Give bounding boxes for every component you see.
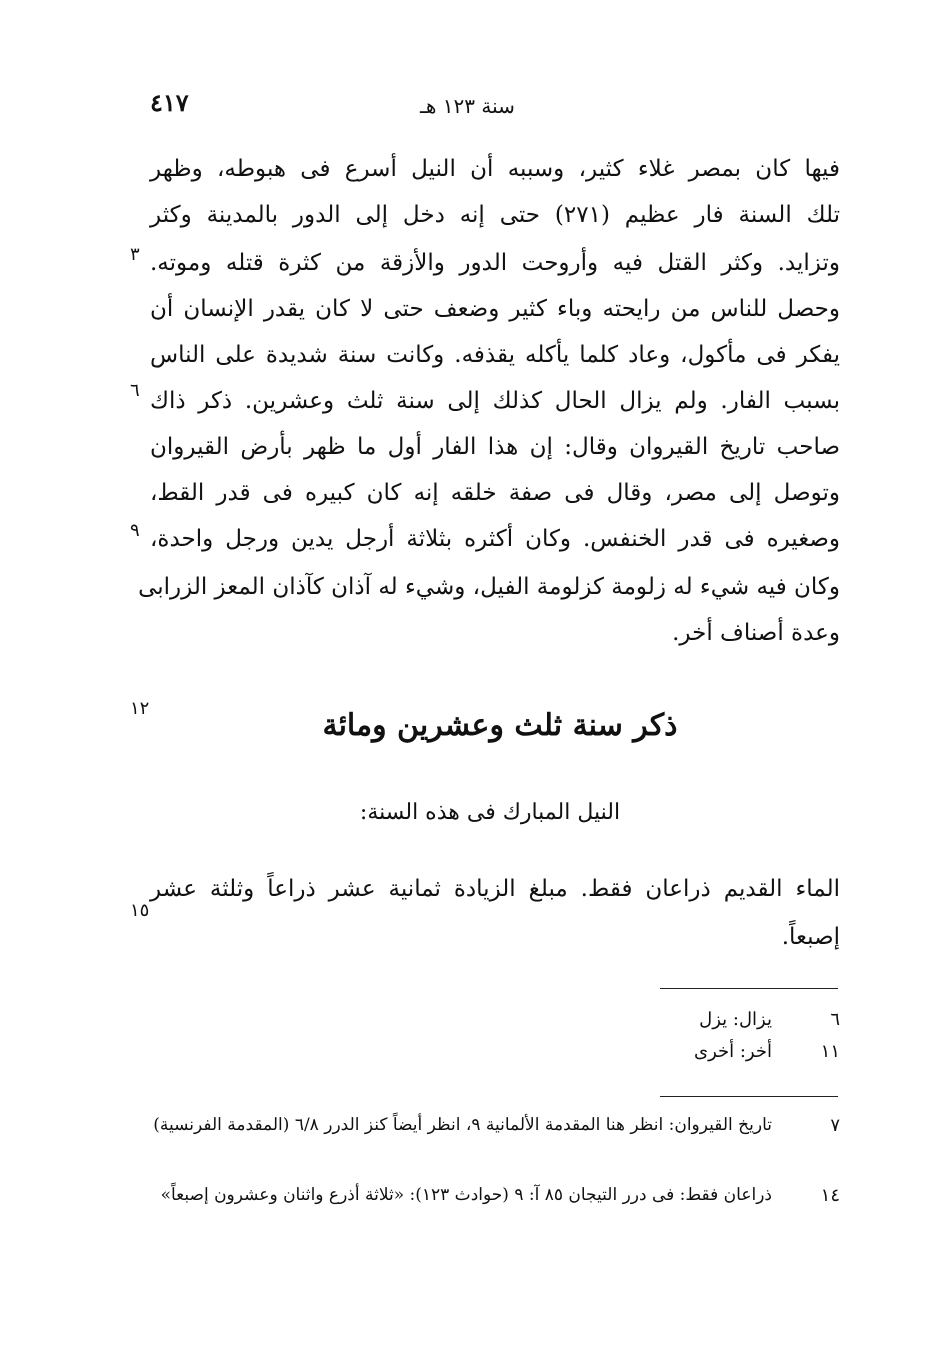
body-line: وعدة أصناف أخر. [672, 620, 840, 646]
footnote-rule [660, 1096, 838, 1097]
section-subheading: النيل المبارك فى هذه السنة: [359, 800, 621, 825]
apparatus-line-number: ١١ [820, 1041, 840, 1062]
apparatus-rule [660, 988, 838, 989]
body-line: فيها كان بمصر غلاء كثير، وسببه أن النيل أسرع فى هبوطه، وظهر [150, 156, 840, 182]
apparatus-entry: أخر: أخرى [694, 1041, 772, 1062]
line-marker: ٣ [130, 244, 140, 265]
section-line: إصبعاً. [781, 924, 840, 950]
section-line: الماء القديم ذراعان فقط. مبلغ الزيادة ثمانية عشر ذراعاً وثلثة عشر [150, 876, 840, 902]
body-line: صاحب تاريخ القيروان وقال: إن هذا الفار أول ما ظهر بأرض القيروان [150, 434, 840, 460]
line-marker: ٦ [130, 380, 140, 401]
body-line: يفكر فى مأكول، وعاد كلما يأكله يقذفه. وكانت سنة شديدة على الناس [150, 342, 840, 368]
line-marker: ١٢ [130, 698, 150, 719]
running-head: سنة ١٢٣ هـ [420, 94, 515, 118]
page-number: ٤١٧ [150, 88, 189, 117]
body-line: وتوصل إلى مصر، وقال فى صفة خلقه إنه كان كبيره فى قدر القط، [150, 480, 840, 506]
body-line: وصغيره فى قدر الخنفس. وكان أكثره بثلاثة أرجل يدين ورجل واحدة، [150, 526, 840, 552]
body-line: وكان فيه شيء له زلومة كزلومة الفيل، وشيء له آذان كآذان المعز الزرابى [138, 574, 840, 600]
apparatus-entry: يزال: يزل [699, 1009, 772, 1030]
body-line: بسبب الفار. ولم يزال الحال كذلك إلى سنة ثلث وعشرين. ذكر ذاك [150, 388, 840, 414]
body-line: وحصل للناس من رايحته وباء كثير وضعف حتى لا كان يقدر الإنسان أن [150, 296, 840, 322]
body-line: تلك السنة فار عظيم (٢٧١) حتى إنه دخل إلى الدور بالمدينة وكثر [150, 202, 840, 228]
line-marker: ٩ [130, 520, 140, 541]
apparatus-line-number: ٦ [830, 1009, 840, 1030]
section-heading: ذكر سنة ثلث وعشرين ومائة [322, 708, 678, 743]
footnote-text: تاريخ القيروان: انظر هنا المقدمة الألمانية ٩، انظر أيضاً كنز الدرر ٦/٨ (المقدمة الفرنسية) [153, 1115, 772, 1135]
body-line: وتزايد. وكثر القتل فيه وأروحت الدور والأزقة من كثرة قتله وموته. [150, 250, 841, 276]
line-marker: ١٥ [130, 900, 150, 921]
footnote-line-number: ٧ [830, 1115, 840, 1136]
footnote-line-number: ١٤ [820, 1185, 840, 1206]
footnote-text: ذراعان فقط: فى درر التيجان ٨٥ آ: ٩ (حوادث ١٢٣): «ثلاثة أذرع واثنان وعشرون إصبعاً» [160, 1185, 772, 1205]
